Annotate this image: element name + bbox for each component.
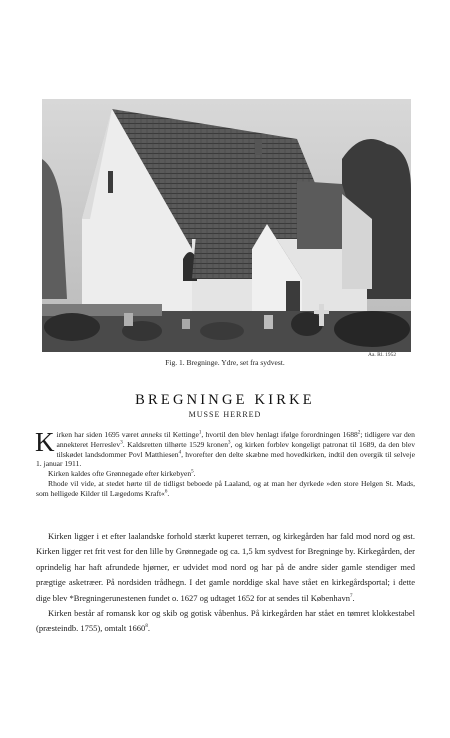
text-run: Kirken består af romansk kor og skib og gotisk våbenhus. På kirkegården har stået en tømret klokkestabel (præsteindb. 1755), omtalt 1660 — [36, 608, 415, 634]
text-run: til Kettinge — [161, 430, 199, 439]
italic-term: anneks — [140, 430, 162, 439]
text-run: . — [193, 469, 196, 479]
text-run: , hvortil den blev henlagt ifølge forordningen 1688 — [201, 430, 358, 439]
text-run: Kirken ligger i et efter laalandske forhold stærkt kuperet terræn, og kirkegården har fald mod nord og øst. Kirken ligger ret frit vest for den lille by Grønnegade og ca. 1,5 km sydvest for Bregninge by. Kirkegården, der oprindelig har haft afrundede hjørner, er udvidet mod nord og har på de andre sider gamle stendiger med prægtige asketræer. På nordsiden trådhegn. I det gamle norddige skal have stået en kirkegårdsportal; i dette dige blev *Bregningerunestenen fundet o. 1627 og udtaget 1652 for at sendes til København — [36, 531, 415, 603]
text-run: . — [167, 488, 170, 498]
footnote-ref: 8 — [145, 624, 148, 630]
body-text — [36, 529, 415, 637]
text-run: irken har siden 1695 været — [56, 430, 141, 439]
text-run: . — [147, 623, 150, 634]
footnote-ref: 2 — [357, 430, 361, 436]
page-subtitle: MUSSE HERRED — [188, 410, 262, 419]
intro-paragraph-2 — [36, 469, 415, 479]
footnote-ref: 4 — [178, 450, 182, 456]
text-run: , hvorefter den delte skæbne med hovedkirken, indtil den overgik til selveje 1. januar 1911. — [36, 449, 415, 469]
church-photo — [42, 99, 411, 352]
footnote-ref: 7 — [349, 593, 353, 599]
text-run: Rhode vil vide, at stedet hørte til de tidligst beboede på Laaland, og at man her dyrkede »den store Helgen St. Mads, som helligede Kilder til Lægedoms Kraft« — [36, 478, 415, 498]
intro-paragraph-3 — [36, 479, 415, 499]
text-run: . Kaldsretten tilhørte 1529 kronen — [122, 439, 228, 449]
intro-paragraph-1 — [35, 427, 415, 469]
footnote-ref: 1 — [198, 430, 202, 436]
text-run: Kirken kaldes ofte Grønnegade efter kirkebyen — [48, 469, 192, 479]
text-run: , og kirken forblev kongeligt patronat til 1689, da den blev tilskødet landsdommer Povl Matthiesen — [56, 439, 415, 459]
body-paragraph-2 — [36, 606, 415, 637]
footnote-ref: 6 — [164, 489, 168, 495]
text-run: . — [352, 592, 355, 603]
figure-caption: Fig. 1. Bregninge. Ydre, set fra sydvest. — [165, 358, 285, 367]
footnote-ref: 3 — [228, 440, 231, 446]
page-title: BREGNINGE KIRKE — [135, 392, 315, 408]
drop-cap: K — [35, 427, 55, 457]
body-paragraph-1 — [36, 529, 415, 606]
photo-credit: Aa. Rl. 1952 — [368, 352, 397, 358]
footnote-ref: 5 — [191, 469, 194, 475]
intro-notes — [35, 427, 415, 499]
text-run: ; tidligere var den annekteret Herreslev — [56, 430, 415, 449]
footnote-ref: 3 — [120, 440, 123, 446]
